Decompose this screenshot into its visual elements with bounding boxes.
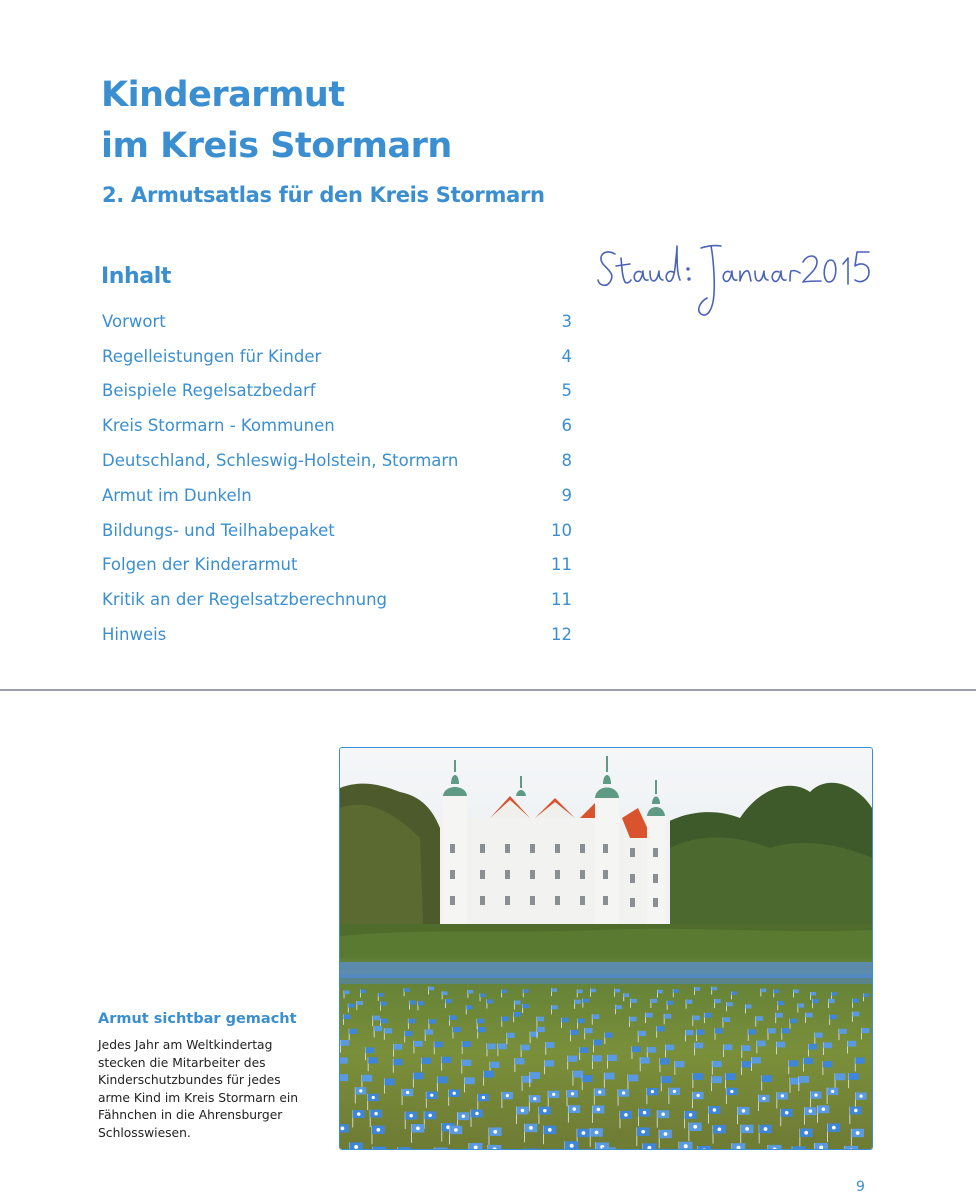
toc-item-label: Beispiele Regelsatzbedarf [102,381,316,401]
toc-item-label: Vorwort [102,311,166,331]
title-line-2: im Kreis Stormarn [101,126,452,166]
toc-item-label: Kritik an der Regelsatzberechnung [102,590,388,610]
page-divider [0,689,976,691]
toc-item[interactable] [102,617,572,652]
toc-item-label: Bildungs- und Teilhabepaket [102,520,335,540]
document-subtitle: 2. Armutsatlas für den Kreis Stormarn [102,183,545,207]
toc-item[interactable] [102,513,572,548]
toc-item-page: 9 [561,485,572,505]
handwritten-date-note [593,238,913,324]
table-of-contents [102,304,572,652]
photo-illustration [340,748,872,1149]
toc-item-label: Kreis Stormarn - Kommunen [102,416,335,436]
toc-item-label: Armut im Dunkeln [102,485,252,505]
toc-item[interactable] [102,548,572,583]
caption-heading: Armut sichtbar gemacht [98,1011,297,1027]
toc-item[interactable] [102,478,572,513]
caption-text: Jedes Jahr am Weltkindertag stecken die Mitarbeiter des Kinderschutzbundes für jedes arme Kind im Kreis Stormarn ein Fähnchen in die Ahrensburger Schlosswiesen. [98,1038,299,1140]
toc-item-page: 6 [561,416,572,436]
toc-item-label: Deutschland, Schleswig-Holstein, Stormarn [102,451,459,471]
toc-item[interactable] [102,374,572,409]
toc-item-page: 5 [561,381,572,401]
toc-item-page: 8 [561,451,572,471]
toc-item[interactable] [102,582,572,617]
toc-heading: Inhalt [101,264,172,289]
toc-item-page: 3 [561,311,572,331]
title-line-1: Kinderarmut [101,75,345,115]
toc-item[interactable] [102,408,572,443]
page-number: 9 [856,1179,865,1195]
toc-item-page: 10 [551,520,572,540]
toc-item-label: Hinweis [102,625,167,645]
toc-item-page: 12 [551,625,572,645]
castle-flags-photo [339,747,873,1150]
toc-item-label: Regelleistungen für Kinder [102,346,322,366]
toc-item-page: 11 [551,590,572,610]
toc-item[interactable] [102,443,572,478]
toc-item-page: 4 [561,346,572,366]
toc-item[interactable] [102,304,572,339]
toc-item-page: 11 [551,555,572,575]
toc-item-label: Folgen der Kinderarmut [102,555,298,575]
toc-item[interactable] [102,339,572,374]
document-title [101,70,452,172]
